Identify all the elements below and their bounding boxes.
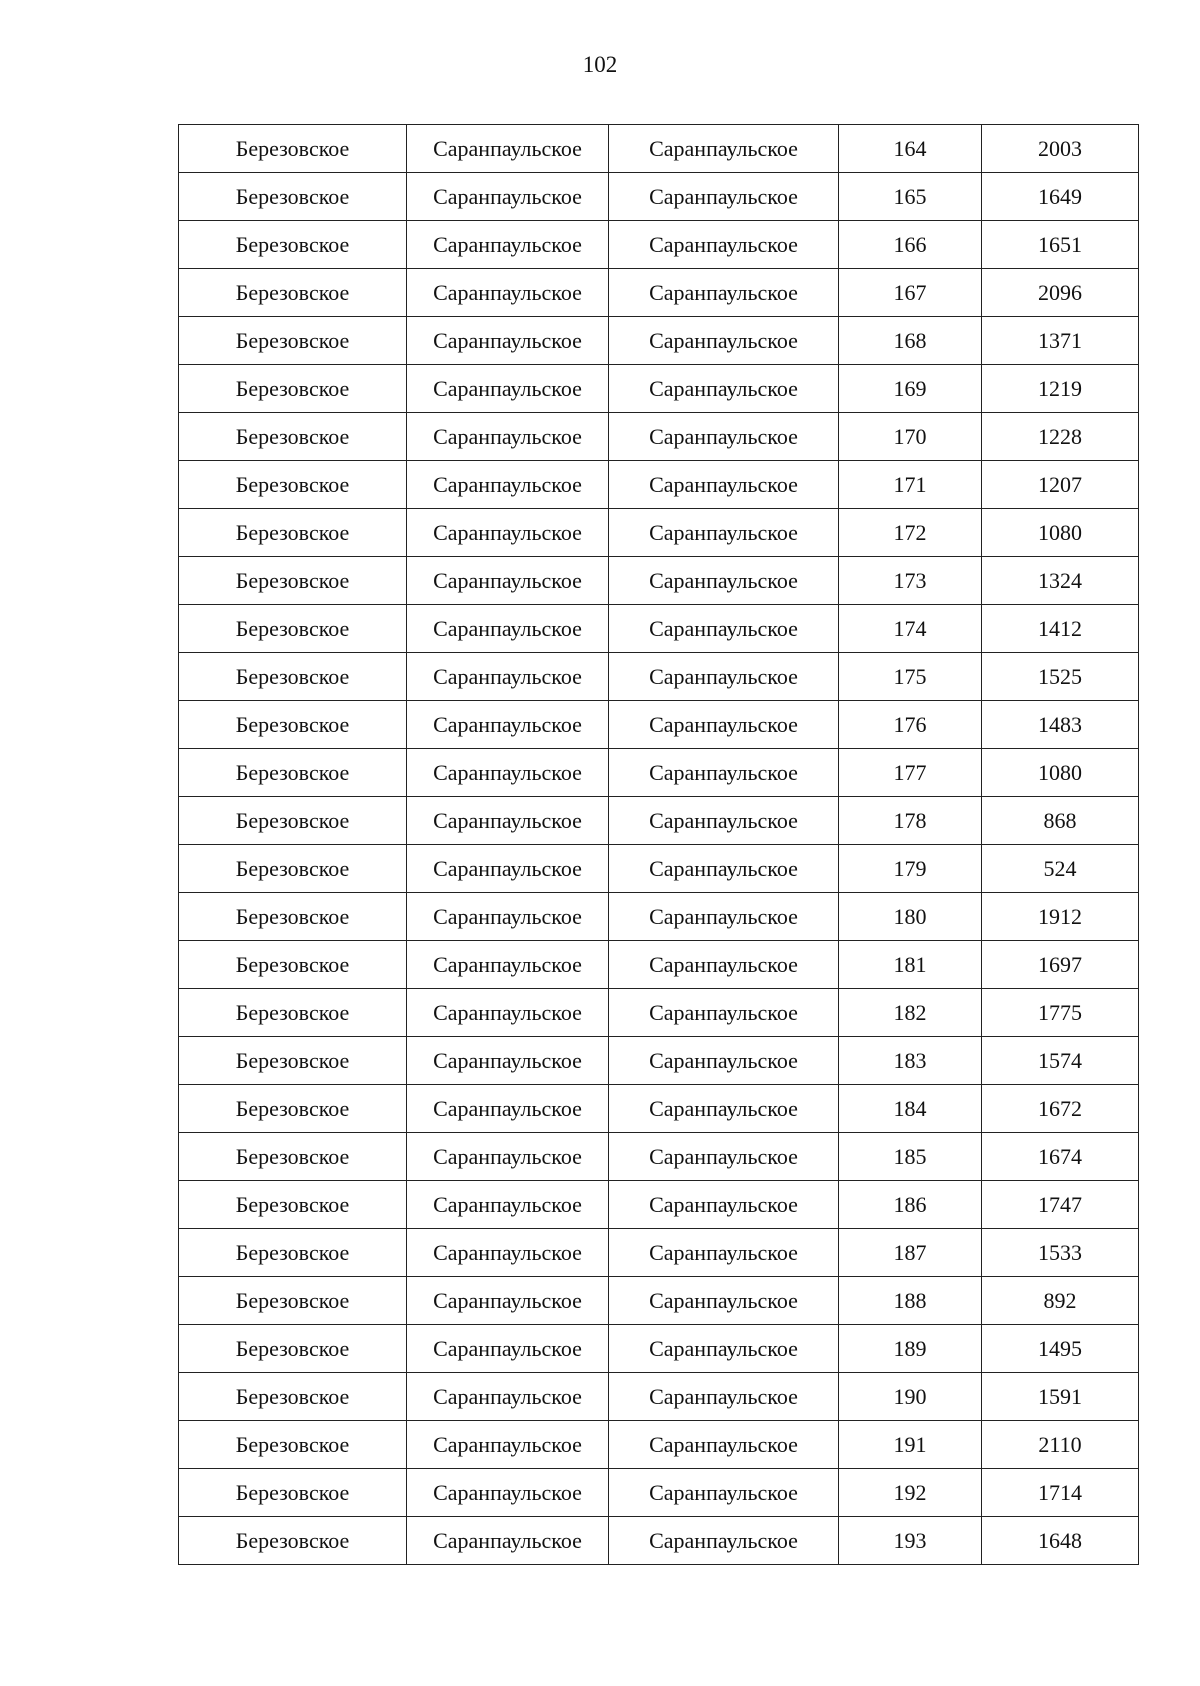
number-cell: 171 bbox=[839, 461, 982, 509]
settlement-cell: Саранпаульское bbox=[407, 1373, 609, 1421]
value-cell: 1775 bbox=[982, 989, 1139, 1037]
settlement-cell: Саранпаульское bbox=[407, 1229, 609, 1277]
value-cell: 1324 bbox=[982, 557, 1139, 605]
number-cell: 183 bbox=[839, 1037, 982, 1085]
settlement-cell: Саранпаульское bbox=[407, 365, 609, 413]
number-cell: 169 bbox=[839, 365, 982, 413]
locality-cell: Саранпаульское bbox=[609, 173, 839, 221]
locality-cell: Саранпаульское bbox=[609, 749, 839, 797]
number-cell: 191 bbox=[839, 1421, 982, 1469]
table-row bbox=[179, 845, 1139, 893]
value-cell: 1648 bbox=[982, 1517, 1139, 1565]
district-cell: Березовское bbox=[179, 317, 407, 365]
locality-cell: Саранпаульское bbox=[609, 1133, 839, 1181]
settlement-cell: Саранпаульское bbox=[407, 509, 609, 557]
number-cell: 180 bbox=[839, 893, 982, 941]
value-cell: 1080 bbox=[982, 509, 1139, 557]
locality-cell: Саранпаульское bbox=[609, 269, 839, 317]
settlement-cell: Саранпаульское bbox=[407, 317, 609, 365]
value-cell: 1228 bbox=[982, 413, 1139, 461]
locality-cell: Саранпаульское bbox=[609, 653, 839, 701]
table-row bbox=[179, 1229, 1139, 1277]
settlement-cell: Саранпаульское bbox=[407, 1517, 609, 1565]
locality-cell: Саранпаульское bbox=[609, 1085, 839, 1133]
value-cell: 1714 bbox=[982, 1469, 1139, 1517]
value-cell: 1525 bbox=[982, 653, 1139, 701]
number-cell: 166 bbox=[839, 221, 982, 269]
number-cell: 189 bbox=[839, 1325, 982, 1373]
number-cell: 168 bbox=[839, 317, 982, 365]
number-cell: 193 bbox=[839, 1517, 982, 1565]
locality-cell: Саранпаульское bbox=[609, 797, 839, 845]
district-cell: Березовское bbox=[179, 1181, 407, 1229]
settlement-cell: Саранпаульское bbox=[407, 1325, 609, 1373]
settlement-cell: Саранпаульское bbox=[407, 653, 609, 701]
number-cell: 173 bbox=[839, 557, 982, 605]
district-cell: Березовское bbox=[179, 125, 407, 173]
settlement-cell: Саранпаульское bbox=[407, 461, 609, 509]
value-cell: 1591 bbox=[982, 1373, 1139, 1421]
table-row bbox=[179, 173, 1139, 221]
settlement-cell: Саранпаульское bbox=[407, 701, 609, 749]
locality-cell: Саранпаульское bbox=[609, 1469, 839, 1517]
locality-cell: Саранпаульское bbox=[609, 701, 839, 749]
district-cell: Березовское bbox=[179, 1277, 407, 1325]
district-cell: Березовское bbox=[179, 989, 407, 1037]
district-cell: Березовское bbox=[179, 1037, 407, 1085]
district-cell: Березовское bbox=[179, 509, 407, 557]
number-cell: 172 bbox=[839, 509, 982, 557]
number-cell: 175 bbox=[839, 653, 982, 701]
locality-cell: Саранпаульское bbox=[609, 893, 839, 941]
number-cell: 184 bbox=[839, 1085, 982, 1133]
value-cell: 1207 bbox=[982, 461, 1139, 509]
table-body bbox=[179, 125, 1139, 1565]
district-cell: Березовское bbox=[179, 1469, 407, 1517]
settlement-cell: Саранпаульское bbox=[407, 1277, 609, 1325]
district-cell: Березовское bbox=[179, 269, 407, 317]
table-row bbox=[179, 1421, 1139, 1469]
value-cell: 1483 bbox=[982, 701, 1139, 749]
settlement-cell: Саранпаульское bbox=[407, 749, 609, 797]
table-row bbox=[179, 1325, 1139, 1373]
table-row bbox=[179, 221, 1139, 269]
number-cell: 187 bbox=[839, 1229, 982, 1277]
value-cell: 1672 bbox=[982, 1085, 1139, 1133]
district-cell: Березовское bbox=[179, 221, 407, 269]
number-cell: 176 bbox=[839, 701, 982, 749]
table-row bbox=[179, 1517, 1139, 1565]
number-cell: 192 bbox=[839, 1469, 982, 1517]
locality-cell: Саранпаульское bbox=[609, 1373, 839, 1421]
locality-cell: Саранпаульское bbox=[609, 365, 839, 413]
district-cell: Березовское bbox=[179, 1421, 407, 1469]
district-cell: Березовское bbox=[179, 797, 407, 845]
settlement-cell: Саранпаульское bbox=[407, 557, 609, 605]
number-cell: 164 bbox=[839, 125, 982, 173]
district-cell: Березовское bbox=[179, 653, 407, 701]
value-cell: 2096 bbox=[982, 269, 1139, 317]
locality-cell: Саранпаульское bbox=[609, 221, 839, 269]
value-cell: 1651 bbox=[982, 221, 1139, 269]
locality-cell: Саранпаульское bbox=[609, 461, 839, 509]
settlement-cell: Саранпаульское bbox=[407, 125, 609, 173]
data-table bbox=[178, 124, 1139, 1565]
value-cell: 1649 bbox=[982, 173, 1139, 221]
settlement-cell: Саранпаульское bbox=[407, 893, 609, 941]
table-row bbox=[179, 317, 1139, 365]
settlement-cell: Саранпаульское bbox=[407, 845, 609, 893]
table-row bbox=[179, 365, 1139, 413]
settlement-cell: Саранпаульское bbox=[407, 941, 609, 989]
district-cell: Березовское bbox=[179, 749, 407, 797]
locality-cell: Саранпаульское bbox=[609, 989, 839, 1037]
settlement-cell: Саранпаульское bbox=[407, 1469, 609, 1517]
value-cell: 1574 bbox=[982, 1037, 1139, 1085]
number-cell: 165 bbox=[839, 173, 982, 221]
locality-cell: Саранпаульское bbox=[609, 1421, 839, 1469]
settlement-cell: Саранпаульское bbox=[407, 221, 609, 269]
table-row bbox=[179, 1181, 1139, 1229]
locality-cell: Саранпаульское bbox=[609, 509, 839, 557]
number-cell: 174 bbox=[839, 605, 982, 653]
table-row bbox=[179, 1037, 1139, 1085]
number-cell: 167 bbox=[839, 269, 982, 317]
table-row bbox=[179, 1085, 1139, 1133]
district-cell: Березовское bbox=[179, 1229, 407, 1277]
value-cell: 1219 bbox=[982, 365, 1139, 413]
district-cell: Березовское bbox=[179, 1133, 407, 1181]
value-cell: 892 bbox=[982, 1277, 1139, 1325]
district-cell: Березовское bbox=[179, 365, 407, 413]
value-cell: 1697 bbox=[982, 941, 1139, 989]
settlement-cell: Саранпаульское bbox=[407, 1133, 609, 1181]
number-cell: 179 bbox=[839, 845, 982, 893]
table-row bbox=[179, 509, 1139, 557]
table-row bbox=[179, 461, 1139, 509]
table-row bbox=[179, 125, 1139, 173]
table-row bbox=[179, 941, 1139, 989]
value-cell: 868 bbox=[982, 797, 1139, 845]
value-cell: 1674 bbox=[982, 1133, 1139, 1181]
table-row bbox=[179, 269, 1139, 317]
table-row bbox=[179, 701, 1139, 749]
locality-cell: Саранпаульское bbox=[609, 605, 839, 653]
district-cell: Березовское bbox=[179, 1373, 407, 1421]
settlement-cell: Саранпаульское bbox=[407, 1181, 609, 1229]
table-row bbox=[179, 1373, 1139, 1421]
locality-cell: Саранпаульское bbox=[609, 125, 839, 173]
value-cell: 1412 bbox=[982, 605, 1139, 653]
number-cell: 170 bbox=[839, 413, 982, 461]
table-row bbox=[179, 413, 1139, 461]
number-cell: 188 bbox=[839, 1277, 982, 1325]
settlement-cell: Саранпаульское bbox=[407, 1037, 609, 1085]
value-cell: 2110 bbox=[982, 1421, 1139, 1469]
value-cell: 1080 bbox=[982, 749, 1139, 797]
district-cell: Березовское bbox=[179, 1325, 407, 1373]
locality-cell: Саранпаульское bbox=[609, 1229, 839, 1277]
number-cell: 181 bbox=[839, 941, 982, 989]
value-cell: 524 bbox=[982, 845, 1139, 893]
page-number: 102 bbox=[582, 52, 618, 77]
settlement-cell: Саранпаульское bbox=[407, 1085, 609, 1133]
settlement-cell: Саранпаульское bbox=[407, 173, 609, 221]
table-row bbox=[179, 1133, 1139, 1181]
table-row bbox=[179, 1469, 1139, 1517]
settlement-cell: Саранпаульское bbox=[407, 797, 609, 845]
locality-cell: Саранпаульское bbox=[609, 1517, 839, 1565]
district-cell: Березовское bbox=[179, 701, 407, 749]
locality-cell: Саранпаульское bbox=[609, 413, 839, 461]
locality-cell: Саранпаульское bbox=[609, 1181, 839, 1229]
settlement-cell: Саранпаульское bbox=[407, 269, 609, 317]
locality-cell: Саранпаульское bbox=[609, 317, 839, 365]
district-cell: Березовское bbox=[179, 845, 407, 893]
settlement-cell: Саранпаульское bbox=[407, 413, 609, 461]
table-row bbox=[179, 653, 1139, 701]
district-cell: Березовское bbox=[179, 173, 407, 221]
table-row bbox=[179, 893, 1139, 941]
number-cell: 177 bbox=[839, 749, 982, 797]
locality-cell: Саранпаульское bbox=[609, 845, 839, 893]
number-cell: 182 bbox=[839, 989, 982, 1037]
settlement-cell: Саранпаульское bbox=[407, 1421, 609, 1469]
table-row bbox=[179, 797, 1139, 845]
locality-cell: Саранпаульское bbox=[609, 941, 839, 989]
district-cell: Березовское bbox=[179, 413, 407, 461]
number-cell: 186 bbox=[839, 1181, 982, 1229]
settlement-cell: Саранпаульское bbox=[407, 605, 609, 653]
table-row bbox=[179, 1277, 1139, 1325]
value-cell: 1371 bbox=[982, 317, 1139, 365]
locality-cell: Саранпаульское bbox=[609, 1037, 839, 1085]
value-cell: 1533 bbox=[982, 1229, 1139, 1277]
table-row bbox=[179, 749, 1139, 797]
number-cell: 178 bbox=[839, 797, 982, 845]
district-cell: Березовское bbox=[179, 557, 407, 605]
value-cell: 1912 bbox=[982, 893, 1139, 941]
district-cell: Березовское bbox=[179, 461, 407, 509]
locality-cell: Саранпаульское bbox=[609, 1277, 839, 1325]
district-cell: Березовское bbox=[179, 941, 407, 989]
settlement-cell: Саранпаульское bbox=[407, 989, 609, 1037]
district-cell: Березовское bbox=[179, 605, 407, 653]
number-cell: 190 bbox=[839, 1373, 982, 1421]
value-cell: 1747 bbox=[982, 1181, 1139, 1229]
locality-cell: Саранпаульское bbox=[609, 557, 839, 605]
district-cell: Березовское bbox=[179, 893, 407, 941]
district-cell: Березовское bbox=[179, 1517, 407, 1565]
value-cell: 1495 bbox=[982, 1325, 1139, 1373]
value-cell: 2003 bbox=[982, 125, 1139, 173]
table-row bbox=[179, 605, 1139, 653]
table-row bbox=[179, 989, 1139, 1037]
number-cell: 185 bbox=[839, 1133, 982, 1181]
district-cell: Березовское bbox=[179, 1085, 407, 1133]
table-row bbox=[179, 557, 1139, 605]
locality-cell: Саранпаульское bbox=[609, 1325, 839, 1373]
